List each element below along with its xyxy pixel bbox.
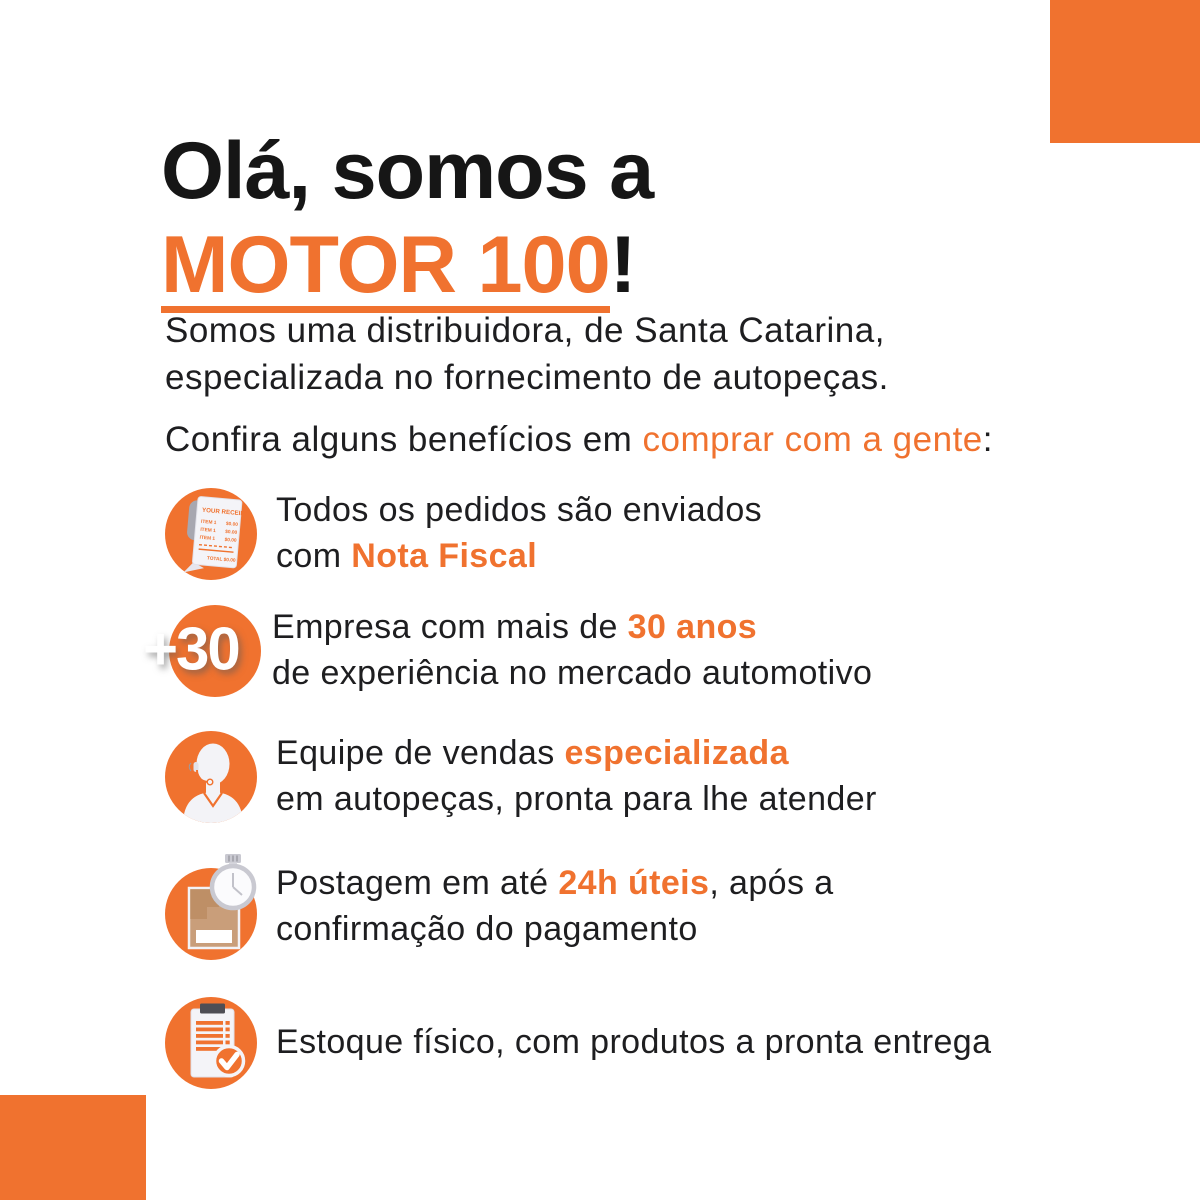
headset-agent-icon: [163, 729, 259, 825]
intro-line-2: especializada no fornecimento de autopeças.: [165, 358, 889, 398]
benefit-item-experience: [143, 605, 873, 697]
title-greeting: Olá, somos a: [161, 126, 654, 217]
benefit-text-shipping: Postagem em até 24h úteis, após a confirmação do pagamento: [276, 864, 834, 948]
decor-square-top-right: [1050, 0, 1200, 143]
highlight-30-anos: 30 anos: [627, 608, 758, 647]
stopwatch: [212, 854, 254, 908]
benefit-item-sales-team: [163, 729, 877, 825]
decor-square-bottom-left: [0, 1095, 146, 1200]
benefit-text-sales-team: Equipe de vendas especializada em autopeças, pronta para lhe atender: [276, 734, 877, 818]
receipt-icon: [163, 486, 259, 582]
benefits-intro-highlight: comprar com a gente: [642, 420, 983, 459]
receipt-total-text: TOTAL $0.00: [206, 556, 236, 564]
highlight-especializada: especializada: [564, 734, 789, 773]
receipt-title-text: YOUR RECEIPT: [201, 506, 249, 518]
svg-text:$0.00: $0.00: [225, 521, 239, 528]
benefit-text-stock: Estoque físico, com produtos a pronta entrega: [276, 1023, 992, 1062]
highlight-24h-uteis: 24h úteis: [558, 864, 710, 903]
highlight-nota-fiscal: Nota Fiscal: [351, 537, 538, 575]
intro-line-1: Somos uma distribuidora, de Santa Catarina,: [165, 311, 885, 350]
benefit-text-invoice: Todos os pedidos são enviados com Nota Fiscal: [276, 491, 763, 575]
brand-name: MOTOR 100: [161, 220, 610, 311]
page-title: [161, 124, 653, 313]
package-stopwatch-icon: [163, 852, 259, 962]
svg-text:$0.00: $0.00: [224, 529, 238, 536]
clipboard-check-icon: [163, 995, 259, 1091]
svg-text:ITEM 1: ITEM 1: [200, 519, 217, 527]
plus-30-badge: [143, 605, 255, 697]
benefit-item-invoice: [163, 486, 762, 582]
svg-text:ITEM 1: ITEM 1: [200, 527, 216, 535]
benefits-intro: Confira alguns benefícios em comprar com a gente:: [165, 420, 993, 459]
title-exclamation: !: [609, 220, 636, 311]
benefit-item-shipping: [163, 852, 834, 962]
plus-30-label: +30: [143, 615, 239, 683]
benefit-item-stock: [163, 995, 991, 1091]
svg-text:ITEM 1: ITEM 1: [199, 535, 216, 543]
benefit-text-experience: Empresa com mais de 30 anos de experiência no mercado automotivo: [272, 608, 873, 692]
brand-underline: [161, 220, 610, 313]
svg-text:$0.00: $0.00: [224, 537, 237, 544]
intro-paragraph: [165, 307, 889, 402]
